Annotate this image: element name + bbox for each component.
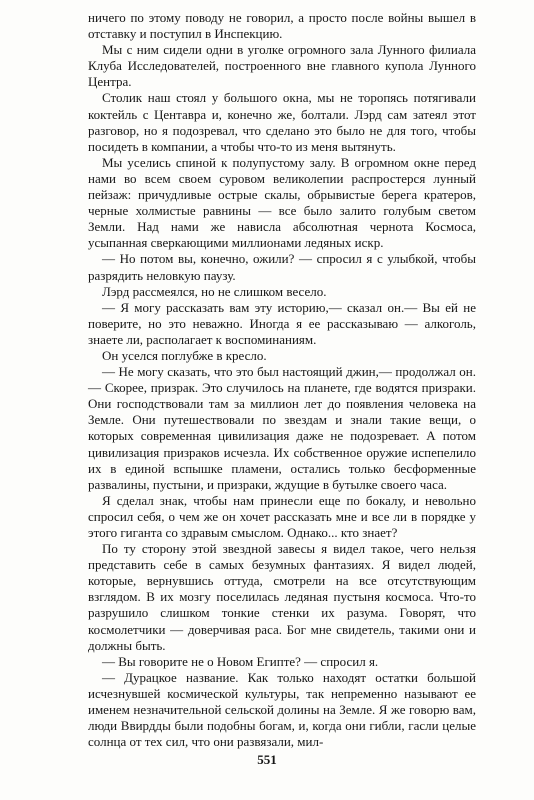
page-number: 551: [257, 752, 277, 767]
paragraph: По ту сторону этой звездной завесы я видел такое, чего нельзя представить себе в самых безумных фантазиях. Я видел людей, которые, вернувшись оттуда, смотрели на все отсутствующим взглядом. В их мозгу поселилась ледяная пустыня космоса. Что-то разрушило слишком тонкие стенки их разума. Говорят, что космолетчики — доверчивая раса. Бог мне свидетель, такими они и должны быть.: [88, 541, 476, 653]
paragraph: — Я могу рассказать вам эту историю,— сказал он.— Вы ей не поверите, но это неважно. Иногда я ее рассказываю — алкоголь, знаете ли, располагает к воспоминаниям.: [88, 299, 476, 347]
paragraph: — Не могу сказать, что это был настоящий джин,— продолжал он.— Скорее, призрак. Это случилось на планете, где водятся призраки. Они господствовали там за миллион лет до появления человека на Земле. Они путешествовали по звездам и знали такие вещи, о которых современная цивилизация даже не подозревает. А потом цивилизация призраков исчезла. Их собственное оружие испепелило их в единой вспышке пламени, остались только бесформенные развалины, пустыни, и призраки, ждущие в бутылке своего часа.: [88, 364, 476, 492]
paragraph-continued: ничего по этому поводу не говорил, а просто после войны вышел в отставку и поступил в Инспекцию.: [88, 10, 476, 42]
paragraph: Мы с ним сидели одни в уголке огромного зала Лунного филиала Клуба Исследователей, построенного вне главного купола Лунного Центра.: [88, 42, 476, 90]
paragraph: Лэрд рассмеялся, но не слишком весело.: [102, 283, 327, 299]
paragraph: Столик наш стоял у большого окна, мы не торопясь потягивали коктейль с Центавра и, конечно же, болтали. Лэрд сам затеял этот разговор, но я подозревал, что сделано это было не для того, чтобы посидеть в компании, а чтобы что-то из меня вытянуть.: [88, 90, 476, 154]
paragraph: — Вы говорите не о Новом Египте? — спросил я.: [102, 653, 379, 669]
book-page: [88, 10, 476, 750]
paragraph: Мы уселись спиной к полупустому залу. В огромном окне перед нами во всем своем суровом великолепии распростерся лунный пейзаж: причудливые острые скалы, обрывистые берега кратеров, черные холмистые равнины — все было залито голубым светом Земли. Над нами же нависла абсолютная чернота Космоса, усыпанная сверкающими миллионами ледяных искр.: [88, 154, 476, 251]
paragraph: Он уселся поглубже в кресло.: [102, 347, 267, 363]
paragraph: — Но потом вы, конечно, ожили? — спросил я с улыбкой, чтобы разрядить неловкую паузу.: [88, 251, 476, 283]
paragraph: Я сделал знак, чтобы нам принесли еще по бокалу, и невольно спросил себя, о чем же он хочет рассказать мне и все ли в порядке у этого гиганта со здравым смыслом. Однако... кто знает?: [88, 492, 476, 540]
paragraph: — Дурацкое название. Как только находят остатки большой исчезнувшей космической культуры, так непременно называют ее именем незначительной сельской долины на Земле. Я же говорю вам, люди Ввирдды были подобны богам, и, когда они гибли, гасли целые солнца от тех сил, что они развязали, мил-: [88, 669, 476, 750]
